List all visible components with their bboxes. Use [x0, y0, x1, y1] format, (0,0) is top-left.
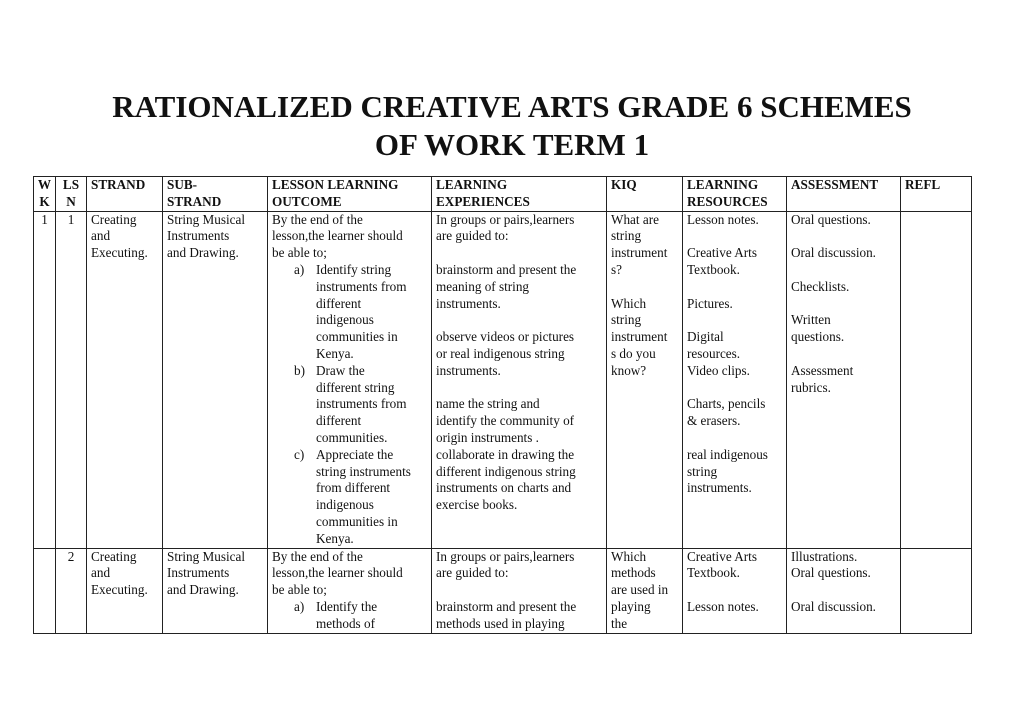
outcome-item: c) Appreciate the string instruments from different indigenous communities in Kenya. [294, 446, 411, 546]
cell-lesson: 2 [56, 548, 87, 633]
cell-experiences: In groups or pairs,learners are guided to: brainstorm and present the methods used in playing [432, 548, 607, 633]
header-lesson: LS N [56, 177, 87, 212]
cell-substrand: String Musical Instruments and Drawing. [163, 211, 268, 548]
table-row [34, 211, 972, 548]
header-outcome: LESSON LEARNING OUTCOME [268, 177, 432, 212]
cell-kiq: What are string instrument s? Which string instrument s do you know? [607, 211, 683, 548]
title-line-1: RATIONALIZED CREATIVE ARTS GRADE 6 SCHEMES [112, 89, 912, 124]
title-line-2: OF WORK TERM 1 [374, 127, 650, 162]
header-experiences: LEARNING EXPERIENCES [432, 177, 607, 212]
header-assessment: ASSESSMENT [787, 177, 901, 212]
cell-strand: Creating and Executing. [87, 211, 163, 548]
cell-reflection [901, 548, 972, 633]
cell-assessment: Oral questions. Oral discussion. Checklists. Written questions. Assessment rubrics. [787, 211, 901, 548]
header-strand: STRAND [87, 177, 163, 212]
outcome-item: b) Draw the different string instruments from different communities. [294, 362, 407, 445]
cell-resources: Creative Arts Textbook. Lesson notes. [683, 548, 787, 633]
header-week: W K [34, 177, 56, 212]
cell-outcome: By the end of the lesson,the learner should be able to; a) Identify string instruments from different indigenous communities in Kenya. b) Draw the different string instruments from different communities. c) Appreciate the string instruments from different indigenous communities in Kenya. [268, 211, 432, 548]
cell-kiq: Which methods are used in playing the [607, 548, 683, 633]
cell-strand: Creating and Executing. [87, 548, 163, 633]
header-reflection: REFL [901, 177, 972, 212]
outcome-list [272, 262, 427, 548]
cell-experiences: In groups or pairs,learners are guided to: brainstorm and present the meaning of string instruments. observe videos or pictures or real indigenous string instruments. name the string and identify the community of origin instruments . collaborate in drawing the different indigenous string instruments on charts and exercise books. [432, 211, 607, 548]
cell-substrand: String Musical Instruments and Drawing. [163, 548, 268, 633]
cell-lesson: 1 [56, 211, 87, 548]
cell-resources: Lesson notes. Creative Arts Textbook. Pictures. Digital resources. Video clips. Charts, pencils & erasers. real indigenous string instruments. [683, 211, 787, 548]
cell-assessment: Illustrations. Oral questions. Oral discussion. [787, 548, 901, 633]
outcome-list [272, 599, 427, 633]
cell-week: 1 [34, 211, 56, 548]
cell-reflection [901, 211, 972, 548]
table-row [34, 548, 972, 633]
header-kiq: KIQ [607, 177, 683, 212]
header-substrand: SUB- STRAND [163, 177, 268, 212]
header-row [34, 177, 972, 212]
document-title [0, 88, 1024, 164]
header-resources: LEARNING RESOURCES [683, 177, 787, 212]
outcome-item: a) Identify string instruments from different indigenous communities in Kenya. [294, 261, 407, 361]
cell-outcome: By the end of the lesson,the learner should be able to; a) Identify the methods of [268, 548, 432, 633]
schemes-table [33, 176, 972, 634]
cell-week [34, 548, 56, 633]
outcome-item: a) Identify the methods of [294, 598, 378, 631]
